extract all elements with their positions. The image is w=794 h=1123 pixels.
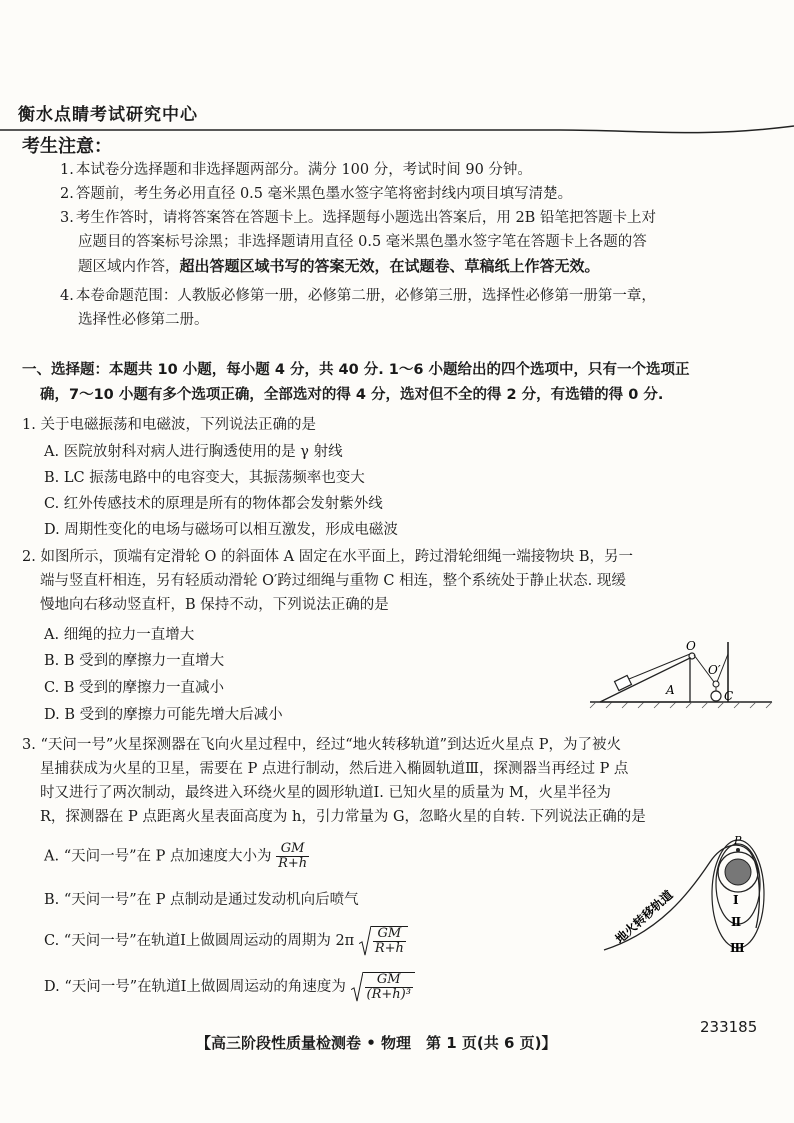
label-orbit-III: Ⅲ bbox=[730, 941, 745, 955]
q3-option-a: A. “天问一号”在 P 点加速度大小为 $\frac{GM}{R+h}$ bbox=[44, 841, 308, 871]
header-organization: 衡水点睛考试研究中心 bbox=[18, 105, 198, 125]
notice-2: 2. 答题前，考生务必用直径 0.5 毫米黑色墨水签字笔将密封线内项目填写清楚。 bbox=[60, 186, 573, 202]
q2-incline-pulley-figure bbox=[582, 640, 782, 730]
q1-option-b: B. LC 振荡电路中的电容变大，其振荡频率也变大 bbox=[44, 470, 365, 486]
q1-option-d: D. 周期性变化的电场与磁场可以相互激发，形成电磁波 bbox=[44, 522, 398, 538]
label-orbit-I: Ⅰ bbox=[733, 893, 739, 907]
notice-1: 1. 本试卷分选择题和非选择题两部分。满分 100 分，考试时间 90 分钟。 bbox=[60, 162, 532, 178]
notice-4: 4. 本卷命题范围：人教版必修第一册，必修第二册，必修第三册，选择性必修第一册第一章， 选择性必修第二册。 bbox=[60, 288, 656, 328]
q2-option-a: A. 细绳的拉力一直增大 bbox=[44, 627, 195, 643]
q3-d-sqrt: $\frac{GM}{\text{(R+h)³}}$ bbox=[351, 972, 415, 1002]
q3-option-b: B. “天问一号”在 P 点制动是通过发动机向后喷气 bbox=[44, 892, 359, 908]
page-footer: 【高三阶段性质量检测卷 • 物理 第 1 页(共 6 页)】 bbox=[196, 1034, 557, 1052]
notice-3: 3. 考生作答时，请将答案答在答题卡上。选择题每小题选出答案后，用 2B 铅笔把答题卡上对 应题目的答案标号涂黑；非选择题请用直径 0.5 毫米黑色墨水签字笔在答题卡上各题的答 题区域内作答，超出答题区域书写的答案无效，在试题卷、草稿纸上作答无效。 bbox=[60, 210, 656, 275]
q1-stem: 1. 关于电磁振荡和电磁波，下列说法正确的是 bbox=[22, 417, 316, 433]
radical-sign-icon bbox=[359, 926, 371, 956]
q3-option-c: C. “天问一号”在轨道Ⅰ上做圆周运动的周期为 2π $\frac{GM}{R+h}$ bbox=[44, 926, 408, 956]
label-transfer-orbit: 地火转移轨道 bbox=[612, 887, 676, 947]
label-A: A bbox=[666, 683, 675, 697]
label-P: P bbox=[734, 834, 742, 847]
label-O: O bbox=[686, 640, 696, 653]
q3-option-d: D. “天问一号”在轨道Ⅰ上做圆周运动的角速度为 $\frac{GM}{\text{(R+h)³}}$ bbox=[44, 972, 415, 1002]
q1-option-c: C. 红外传感技术的原理是所有的物体都会发射紫外线 bbox=[44, 496, 383, 512]
warning-text: 超出答题区域书写的答案无效，在试题卷、草稿纸上作答无效。 bbox=[179, 257, 600, 275]
q3-c-sqrt: $\frac{GM}{R+h}$ bbox=[359, 926, 408, 956]
q2-option-d: D. B 受到的摩擦力可能先增大后减小 bbox=[44, 707, 283, 723]
q3-a-fraction: $\frac{GM}{R+h}$ bbox=[278, 841, 308, 871]
q2-stem: 2. 如图所示，顶端有定滑轮 O 的斜面体 A 固定在水平面上，跨过滑轮细绳一端接物块 B，另一 端与竖直杆相连，另有轻质动滑轮 O′跨过细绳与重物 C 相连，整个系统处于静止状态. 现缓 慢地向右移动竖直杆，B 保持不动，下列说法正确的是 bbox=[22, 549, 634, 613]
label-C: C bbox=[724, 689, 734, 703]
notice-title: 考生注意： bbox=[22, 136, 112, 157]
q3-stem: 3. “天问一号”火星探测器在飞向火星过程中，经过“地火转移轨道”到达近火星点 P，为了被火 星捕获成为火星的卫星，需要在 P 点进行制动，然后进入椭圆轨道Ⅲ，探测器当再经过 P 点 时又进行了两次制动，最终进入环绕火星的圆形轨道Ⅰ. 已知火星的质量为 M，火星半径为 R，探测器在 P 点距离火星表面高度为 h，引力常量为 G，忽略火星的自转. 下列说法正确的是 bbox=[22, 737, 646, 825]
q2-option-c: C. B 受到的摩擦力一直减小 bbox=[44, 680, 225, 696]
document-code: 233185 bbox=[700, 1018, 758, 1036]
label-orbit-II: Ⅱ bbox=[731, 915, 742, 929]
radical-sign-icon bbox=[351, 972, 363, 1002]
q3-mars-orbit-figure bbox=[590, 832, 780, 962]
q1-option-a: A. 医院放射科对病人进行胸透使用的是 γ 射线 bbox=[44, 444, 343, 460]
label-O-prime: O′ bbox=[708, 663, 721, 677]
q2-option-b: B. B 受到的摩擦力一直增大 bbox=[44, 653, 225, 669]
section-heading: 一、选择题：本题共 10 小题，每小题 4 分，共 40 分. 1～6 小题给出的四个选项中，只有一个选项正 确，7～10 小题有多个选项正确，全部选对的得 4 分，选对但不全的得 2 分，有选错的得 0 分. bbox=[22, 362, 690, 403]
